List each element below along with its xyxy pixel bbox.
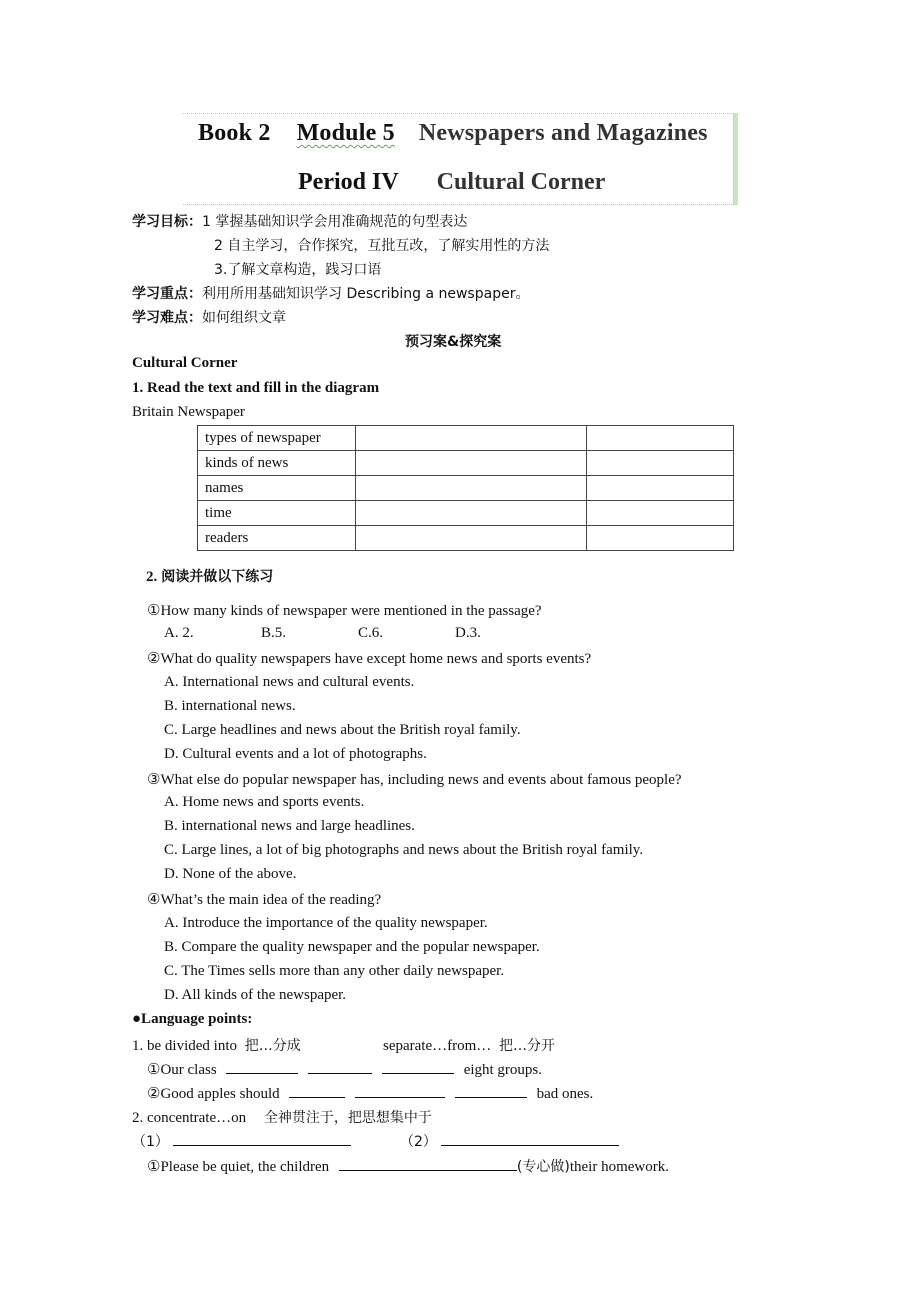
- table-row: [198, 451, 734, 476]
- fill-cell[interactable]: [356, 526, 587, 551]
- title-module: Module 5: [296, 120, 395, 146]
- q1-option-a[interactable]: A. 2.: [164, 625, 194, 641]
- q4-option-a[interactable]: A. Introduce the importance of the quality newspaper.: [164, 915, 488, 931]
- q2-option-c[interactable]: C. Large headlines and news about the British royal family.: [164, 722, 521, 738]
- example-text-start: ①Our class: [147, 1062, 217, 1078]
- learning-goals: [132, 211, 467, 231]
- row-label: types of newspaper: [198, 426, 356, 451]
- task1-title: 1. Read the text and fill in the diagram: [132, 380, 380, 396]
- blank-input[interactable]: [339, 1156, 517, 1171]
- q3-option-d[interactable]: D. None of the above.: [164, 866, 297, 882]
- blank1-label: （1）: [132, 1134, 169, 1150]
- table-row: [198, 526, 734, 551]
- point2-phrase: 2. concentrate…on: [132, 1110, 247, 1126]
- q2-option-a[interactable]: A. International news and cultural events.: [164, 674, 415, 690]
- blank-input[interactable]: [382, 1059, 454, 1074]
- difficulty-label: 学习难点：: [132, 310, 202, 326]
- q4-option-c[interactable]: C. The Times sells more than any other daily newspaper.: [164, 963, 505, 979]
- difficulty-text: 如何组织文章: [202, 310, 286, 326]
- blank-input[interactable]: [455, 1083, 527, 1098]
- point1-meaning: 把…分成: [244, 1038, 301, 1054]
- fill-cell[interactable]: [356, 426, 587, 451]
- blank-input[interactable]: [173, 1131, 351, 1146]
- fill-cell[interactable]: [587, 526, 734, 551]
- goal-label: 学习目标：: [132, 214, 202, 230]
- exercise2-text: 阅读并做以下练习: [161, 569, 274, 585]
- fill-cell[interactable]: [356, 451, 587, 476]
- blank-input[interactable]: [289, 1083, 345, 1098]
- point2-line: [132, 1107, 432, 1127]
- point1-phrase: 1. be divided into: [132, 1038, 237, 1054]
- point1-example1: [147, 1059, 542, 1079]
- focus-text: 利用所用基础知识学习 Describing a newspaper。: [202, 286, 530, 302]
- q3-option-b[interactable]: B. international news and large headlines.: [164, 818, 415, 834]
- goal-item-3: 3.了解文章构造，践习口语: [214, 262, 382, 278]
- fill-cell[interactable]: [587, 451, 734, 476]
- q2-option-d[interactable]: D. Cultural events and a lot of photographs.: [164, 746, 427, 762]
- point2-blanks-b: [400, 1131, 619, 1151]
- row-label: kinds of news: [198, 451, 356, 476]
- document-title-line1: [198, 120, 708, 147]
- point1-line-b: [383, 1035, 555, 1055]
- table-row: [198, 476, 734, 501]
- focus-label: 学习重点：: [132, 286, 202, 302]
- question-3: ③What else do popular newspaper has, including news and events about famous people?: [147, 772, 682, 788]
- q3-option-c[interactable]: C. Large lines, a lot of big photographs and news about the British royal family.: [164, 842, 644, 858]
- fill-cell[interactable]: [356, 501, 587, 526]
- question-2: ②What do quality newspapers have except home news and sports events?: [147, 651, 592, 667]
- q4-option-d[interactable]: D. All kinds of the newspaper.: [164, 987, 347, 1003]
- goal-item-1: 1 掌握基础知识学会用准确规范的句型表达: [202, 214, 468, 230]
- fill-cell[interactable]: [587, 426, 734, 451]
- point2-meaning: 全神贯注于，把思想集中于: [263, 1110, 432, 1126]
- title-period: Period IV: [298, 169, 399, 195]
- title-section: Cultural Corner: [436, 169, 606, 195]
- q2-option-b[interactable]: B. international news.: [164, 698, 296, 714]
- blank-input[interactable]: [226, 1059, 298, 1074]
- fill-cell[interactable]: [587, 501, 734, 526]
- goal-item-2: 2 自主学习，合作探究，互批互改，了解实用性的方法: [214, 238, 550, 254]
- q1-option-c[interactable]: C.6.: [358, 625, 384, 641]
- blank-input[interactable]: [308, 1059, 372, 1074]
- blank-input[interactable]: [441, 1131, 619, 1146]
- question-1: ①How many kinds of newspaper were mentioned in the passage?: [147, 603, 542, 619]
- document-title-line2: [298, 169, 605, 196]
- fill-in-diagram: [197, 425, 734, 551]
- row-label: names: [198, 476, 356, 501]
- point1-meaning2: 把…分开: [499, 1038, 556, 1054]
- section-heading: 预习案&探究案: [405, 334, 502, 350]
- point2-example1: [147, 1156, 669, 1176]
- q3-option-a[interactable]: A. Home news and sports events.: [164, 794, 365, 810]
- point1-phrase2: separate…from…: [383, 1038, 492, 1054]
- point2-blanks: [132, 1131, 351, 1151]
- language-points-heading: ●Language points:: [132, 1011, 253, 1027]
- table-row: [198, 501, 734, 526]
- learning-focus: [132, 283, 529, 303]
- example-hint: (专心做): [516, 1159, 570, 1175]
- point1-line: [132, 1035, 301, 1055]
- example-text-start: ②Good apples should: [147, 1086, 280, 1102]
- exercise2-number: 2.: [146, 569, 158, 585]
- point1-example2: [147, 1083, 593, 1103]
- example-text-end: their homework.: [569, 1159, 669, 1175]
- learning-difficulty: [132, 307, 286, 327]
- exercise2-title: [146, 566, 273, 586]
- example-text-end: eight groups.: [463, 1062, 543, 1078]
- fill-cell[interactable]: [356, 476, 587, 501]
- example-text-end: bad ones.: [536, 1086, 594, 1102]
- row-label: time: [198, 501, 356, 526]
- q1-option-b[interactable]: B.5.: [261, 625, 287, 641]
- q4-option-b[interactable]: B. Compare the quality newspaper and the popular newspaper.: [164, 939, 540, 955]
- table-row: [198, 426, 734, 451]
- title-topic: Newspapers and Magazines: [418, 120, 708, 146]
- title-book: Book 2: [198, 120, 271, 146]
- fill-cell[interactable]: [587, 476, 734, 501]
- blank2-label: （2）: [400, 1134, 437, 1150]
- cultural-corner-heading: Cultural Corner: [132, 355, 238, 371]
- row-label: readers: [198, 526, 356, 551]
- example-text-start: ①Please be quiet, the children: [147, 1159, 330, 1175]
- q1-option-d[interactable]: D.3.: [455, 625, 481, 641]
- blank-input[interactable]: [355, 1083, 445, 1098]
- diagram-caption: Britain Newspaper: [132, 404, 245, 420]
- question-4: ④What’s the main idea of the reading?: [147, 892, 382, 908]
